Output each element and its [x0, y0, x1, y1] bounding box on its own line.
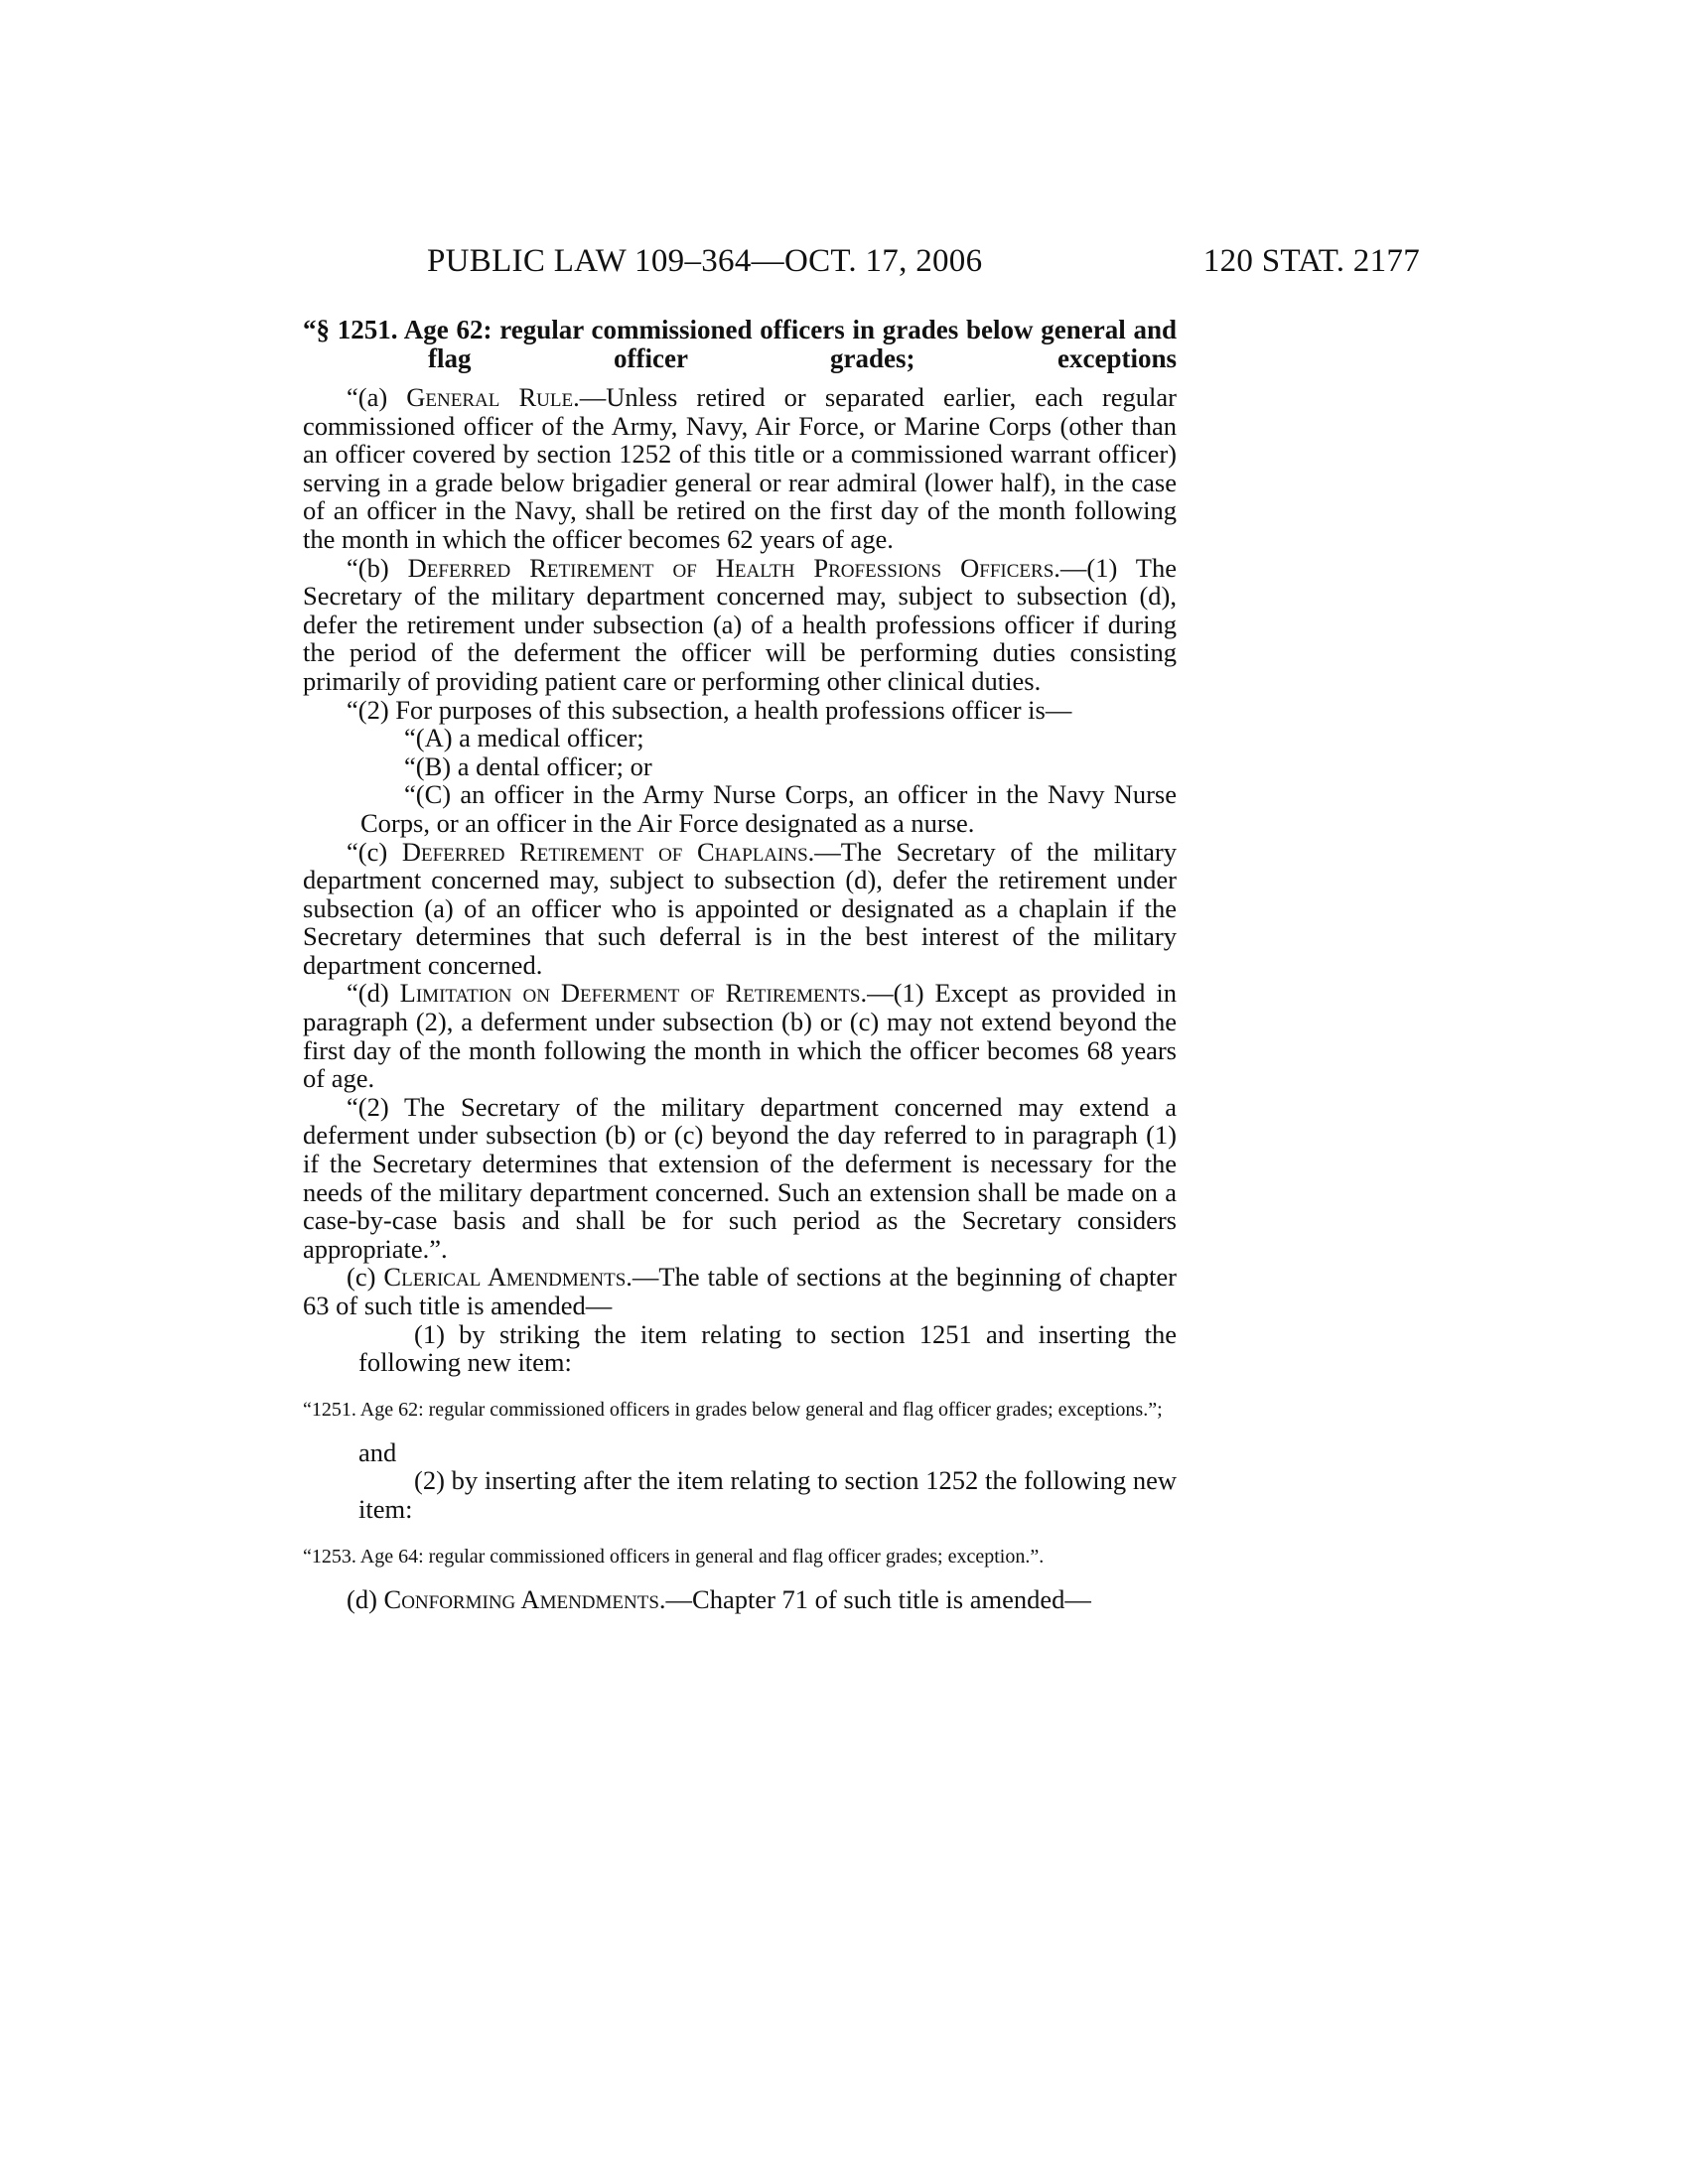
conforming-amendments	[303, 1585, 1177, 1614]
subsection-b-lead: “(b)	[347, 552, 408, 583]
subsection-b	[303, 554, 1177, 696]
section-heading-line2: below general and flag officer grades; exceptions	[428, 315, 1177, 373]
table-of-sections-item-1251: “1251. Age 62: regular commissioned officers in grades below general and flag officer grades; exceptions.”;	[303, 1398, 1163, 1421]
header-stat-citation: 120 STAT. 2177	[1202, 243, 1420, 279]
subsection-b-text: .—(1) The Secretary of the military department concerned may, subject to subsection (d), defer the retirement under subsection (a) of a health professions officer if during the period of the deferment the officer will be performing duties consisting primarily of providing patient care or performing other clinical duties.	[303, 552, 1177, 696]
clerical-amendments-text: .—The table of sections at the beginning of chapter 63 of such title is amended—	[303, 1262, 1177, 1320]
subsection-c-lead: “(c)	[347, 836, 402, 867]
subsection-d-paragraph-2: “(2) The Secretary of the military department concerned may extend a deferment under subsection (b) or (c) beyond the day referred to in paragraph (1) if the Secretary determines that extension of the deferment is necessary for the needs of the military department concerned. Such an extension shall be made on a case-by-case basis and shall be for such period as the Secretary considers appropriate.”.	[303, 1091, 1177, 1264]
clerical-item-2: (2) by inserting after the item relating to section 1252 the following new item:	[358, 1465, 1177, 1524]
subsection-b-caption: Deferred Retirement of Health Professions Officers	[407, 552, 1055, 583]
section-heading	[303, 316, 1177, 373]
subsection-d-caption: Limitation on Deferment of Retirements	[399, 978, 861, 1009]
table-of-sections-item-1253: “1253. Age 64: regular commissioned officers in general and flag officer grades; exception.”.	[303, 1545, 1045, 1568]
subsection-d	[303, 979, 1177, 1092]
subsection-c-text: .—The Secretary of the military department concerned may, subject to subsection (d), defer the retirement under subsection (a) of an officer who is appointed or designated as a chaplain if the Secretary determines that such deferral is in the best interest of the military department concerned.	[303, 836, 1177, 980]
subsection-b-item-b: “(B) a dental officer; or	[404, 751, 652, 781]
clerical-amendments	[303, 1263, 1177, 1319]
conforming-amendments-text: .—Chapter 71 of such title is amended—	[658, 1583, 1091, 1614]
subsection-a-lead: “(a)	[347, 382, 407, 412]
subsection-a	[303, 383, 1177, 554]
clerical-amendments-caption: Clerical Amendments	[383, 1262, 627, 1293]
subsection-c	[303, 838, 1177, 980]
subsection-c-caption: Deferred Retirement of Chaplains	[401, 836, 808, 867]
subsection-d-text: .—(1) Except as provided in paragraph (2), a deferment under subsection (b) or (c) may not extend beyond the first day of the month following the month in which the officer becomes 68 years of age.	[303, 978, 1177, 1094]
running-header	[427, 243, 1420, 293]
subsection-d-lead: “(d)	[347, 978, 400, 1009]
subsection-b-item-a: “(A) a medical officer;	[404, 723, 644, 753]
conforming-amendments-caption: Conforming Amendments	[383, 1583, 659, 1614]
body-text	[303, 316, 1177, 1613]
conforming-amendments-lead: (d)	[347, 1583, 384, 1614]
header-title: PUBLIC LAW 109–364—OCT. 17, 2006	[427, 243, 983, 279]
clerical-item-1: (1) by striking the item relating to section 1251 and inserting the following new item:	[358, 1318, 1177, 1378]
subsection-b-item-c: “(C) an officer in the Army Nurse Corps, an officer in the Navy Nurse Corps, or an officer in the Air Force designated as a nurse.	[360, 779, 1177, 838]
subsection-b-paragraph-2: “(2) For purposes of this subsection, a health professions officer is—	[347, 694, 1072, 725]
section-heading-line1: “§ 1251. Age 62: regular commissioned officers in grades	[303, 315, 959, 344]
subsection-a-text: .—Unless retired or separated earlier, each regular commissioned officer of the Army, Navy, Air Force, or Marine Corps (other than an officer covered by section 1252 of this title or a commissioned warrant officer) serving in a grade below brigadier general or rear admiral (lower half), in the case of an officer in the Navy, shall be retired on the first day of the month following the month in which the officer becomes 62 years of age.	[303, 382, 1177, 554]
subsection-a-caption: General Rule	[406, 382, 574, 412]
clerical-amendments-lead: (c)	[347, 1262, 384, 1293]
and-connector: and	[358, 1436, 397, 1467]
